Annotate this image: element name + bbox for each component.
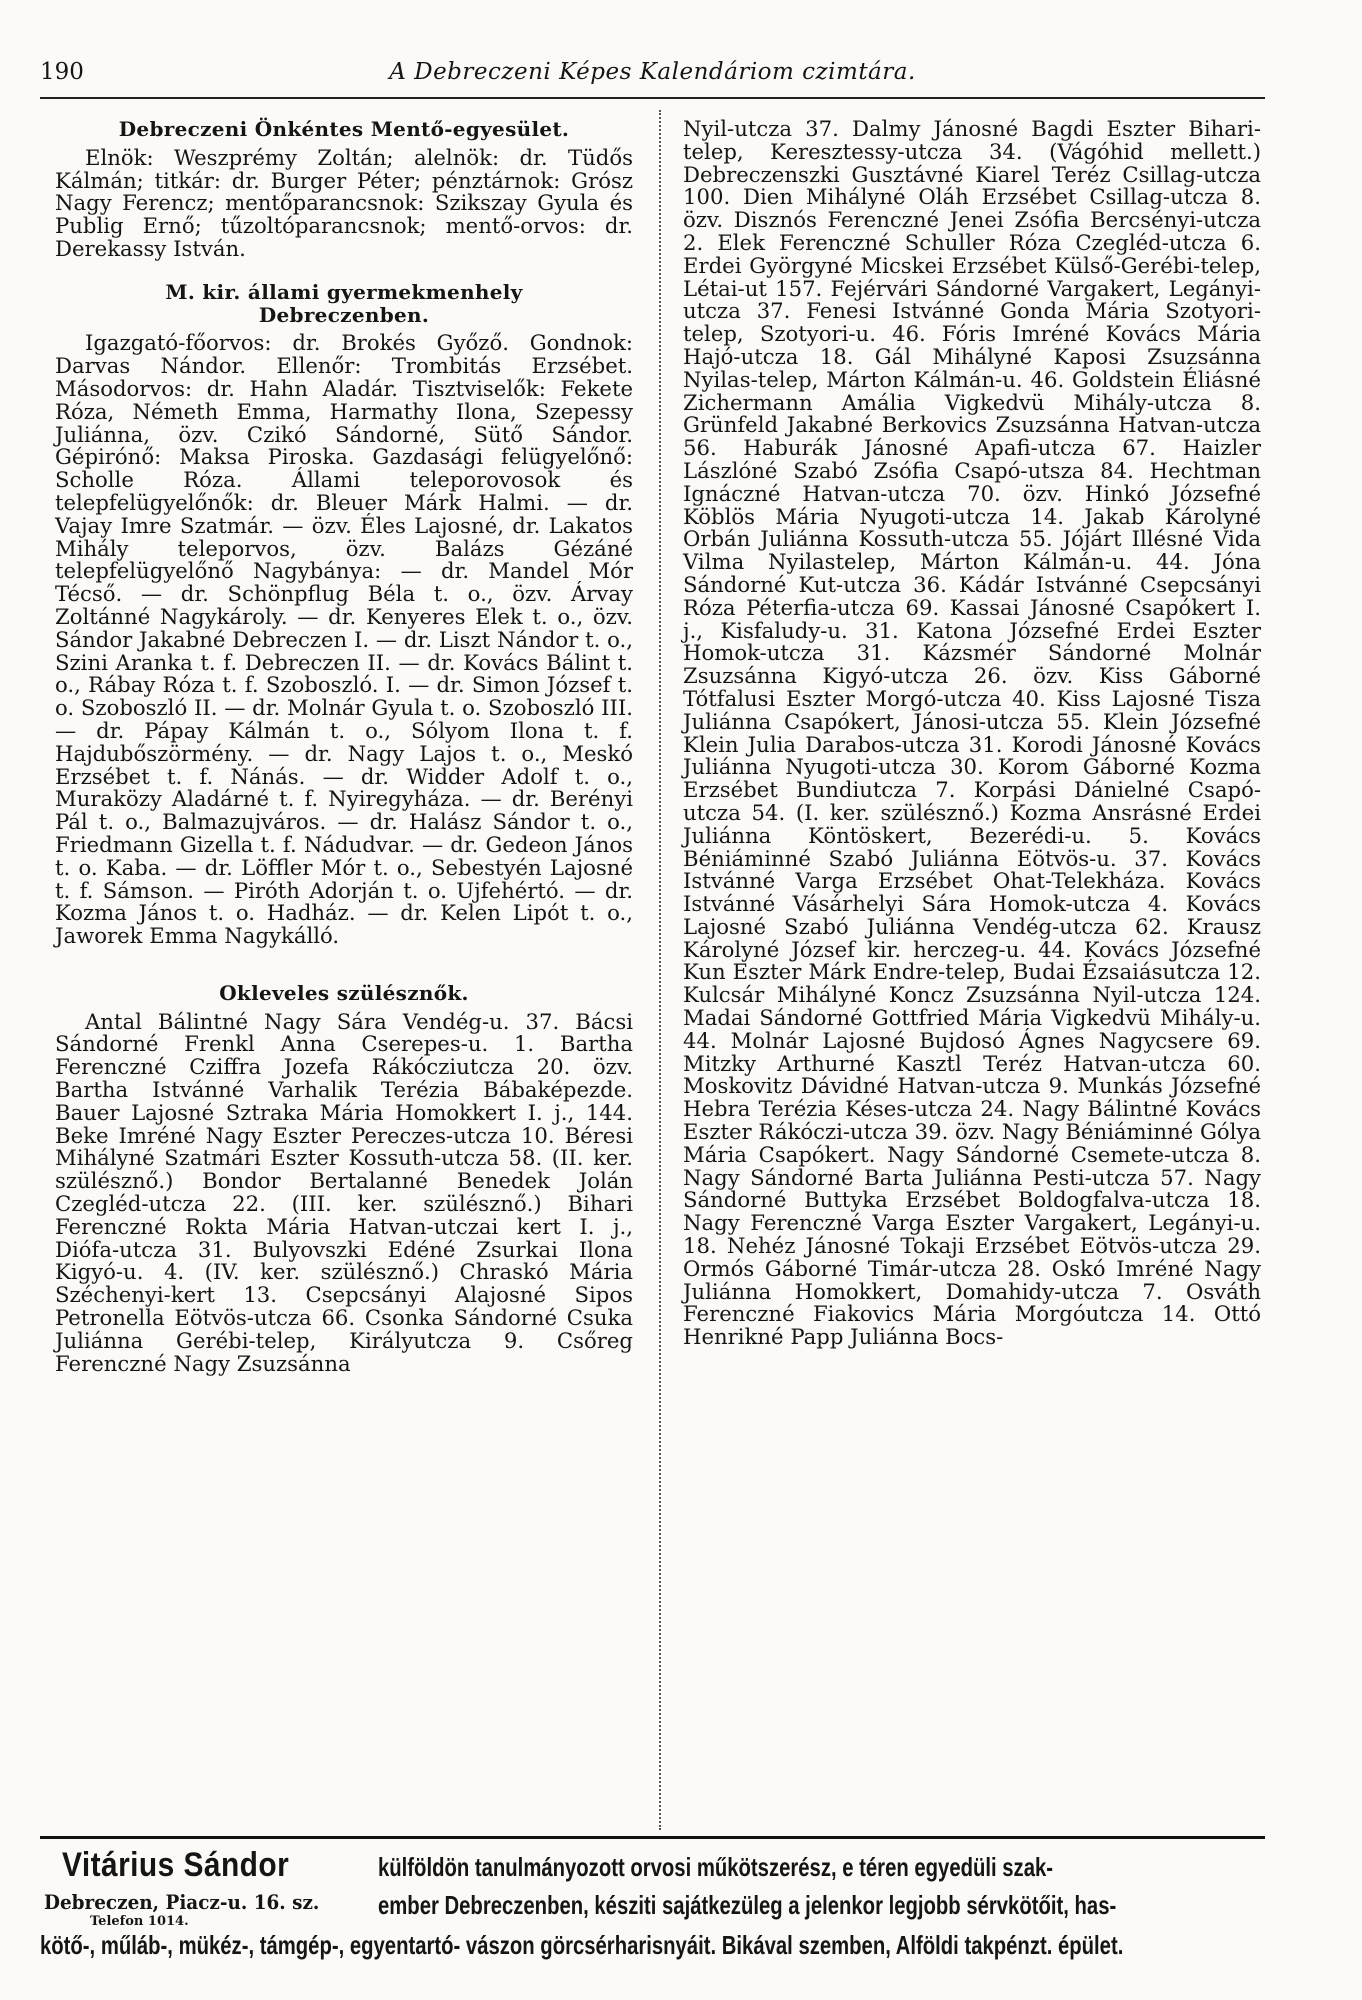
heading-line-2: Debreczenben. xyxy=(258,302,430,327)
section-heading-szulesznok: Okleveles szülésznők. xyxy=(219,980,469,1005)
advertiser-address: Debreczen, Piacz-u. 16. sz. xyxy=(44,1890,320,1914)
advertiser-phone: Telefon 1014. xyxy=(90,1914,189,1929)
section-heading-gyermekmenhely xyxy=(55,281,633,327)
header-rule xyxy=(40,97,1265,99)
advertisement-line-2: ember Debreczenben, késziti sajátkezüleg a jelenkor legjobb sérvkötőit, has- xyxy=(378,1890,1117,1920)
advertisement-line-1: külföldön tanulmányozott orvosi műkötszerész, e téren egyedüli szak- xyxy=(378,1852,1054,1882)
section-text-mento-egyesulet: Elnök: Weszprémy Zoltán; alelnök: dr. Tüdős Kálmán; titkár: dr. Burger Péter; pénztárnok: Grósz Nagy Ferencz; mentőparancsnok: Szikszay Gyula és Publig Ernő; tűzoltóparancsnok; mentő-orvos: dr. Derekassy István. xyxy=(55,144,633,261)
section-text-szulesznok-continued: Nyil-utcza 37. Dalmy Jánosné Bagdi Eszter Bihari-telep, Keresztessy-utcza 34. (Vágóhid mellett.) Debreczenszki Gusztávné Kiarel Teréz Csillag-utcza 100. Dien Mihályné Oláh Erzsébet Csillag-utcza 8. özv. Disznós Ferenczné Jenei Zsófia Bercsényi-utcza 2. Elek Ferenczné Schuller Róza Czegléd-utcza 6. Erdei Györgyné Micskei Erzsébet Külső-Gerébi-telep, Létai-ut 157. Fejérvári Sándorné Vargakert, Legányi-utcza 37. Fenesi Istvánné Gonda Mária Szotyori-telep, Szotyori-u. 46. Fóris Imréné Kovács Mária Hajó-utcza 18. Gál Mihályné Kaposi Zsuzsánna Nyilas-telep, Márton Kálmán-u. 46. Goldstein Éliásné Zichermann Amália Vigkedvü Mihály-utcza 8. Grünfeld Jakabné Berkovics Zsuzsánna Hatvan-utcza 56. Haburák Jánosné Apafi-utcza 67. Haizler Lászlóné Szabó Zsófia Csapó-utsza 84. Hechtman Ignáczné Hatvan-utcza 70. özv. Hinkó Józsefné Köblös Mária Nyugoti-utcza 14. Jakab Károlyné Orbán Juliánna Kossuth-utcza 55. Jójárt Illésné Vida Vilma Nyilastelep, Márton Kálmán-u. 44. Jóna Sándorné Kut-utcza 36. Kádár Istvánné Csepcsányi Róza Péterfia-utcza 69. Kassai Jánosné Csapókert I. j., Kisfaludy-u. 31. Katona Józsefné Erdei Eszter Homok-utcza 31. Kázsmér Sándorné Molnár Zsuzsánna Kigyó-utcza 26. özv. Kiss Gáborné Tótfalusi Eszter Morgó-utcza 40. Kiss Lajosné Tisza Juliánna Csapókert, Jánosi-utcza 55. Klein Józsefné Klein Julia Darabos-utcza 31. Korodi Jánosné Kovács Juliánna Nyugoti-utcza 30. Korom Gáborné Kozma Erzsébet Bundiutcza 7. Korpási Dánielné Csapó-utcza 54. (I. ker. szülésznő.) Kozma Ansrásné Erdei Juliánna Köntöskert, Bezerédi-u. 5. Kovács Béniáminné Szabó Juliánna Eötvös-u. 37. Kovács Istvánné Varga Erzsébet Ohat-Telekháza. Kovács Istvánné Vásárhelyi Sára Homok-utcza 4. Kovács Lajosné Szabó Juliánna Vendég-utcza 62. Krausz Károlyné József kir. herczeg-u. 44. Kovács Józsefné Kun Eszter Márk Endre-telep, Budai Ézsaiásutcza 12. Kulcsár Mihályné Koncz Zsuzsánna Nyil-utcza 124. Madai Sándorné Gottfried Mária Vigkedvü Mihály-u. 44. Molnár Lajosné Bujdosó Ágnes Nagycsere 69. Mitzky Arthurné Kasztl Teréz Hatvan-utcza 60. Moskovitz Dávidné Hatvan-utcza 9. Munkás Józsefné Hebra Terézia Késes-utcza 24. Nagy Bálintné Kovács Eszter Rákóczi-utcza 39. özv. Nagy Béniáminné Gólya Mária Csapókert. Nagy Sándorné Csemete-utcza 8. Nagy Sándorné Barta Juliánna Pesti-utcza 57. Nagy Sándorné Buttyka Erzsébet Boldogfalva-utcza 18. Nagy Ferenczné Varga Eszter Vargakert, Legányi-u. 18. Nehéz Jánosné Tokaji Erzsébet Eötvös-utcza 29. Ormós Gáborné Timár-utcza 28. Oskó Imréné Nagy Juliánna Homokkert, Domahidy-utcza 7. Osváth Ferenczné Fiakovics Mária Morgóutcza 14. Ottó Henrikné Papp Juliánna Bocs- xyxy=(683,116,1261,1350)
page-number: 190 xyxy=(40,59,84,85)
column-divider xyxy=(659,110,661,1830)
advertisement xyxy=(40,1846,1270,1966)
right-column xyxy=(683,118,1261,1349)
advertisement-line-3: kötő-, műláb-, mükéz-, támgép-, egyentartó- vászon görcsérharisnyáit. Bikával szemben, Alföldi takpénzt. épület. xyxy=(40,1930,1124,1960)
section-heading-mento-egyesulet: Debreczeni Önkéntes Mentő-egyesület. xyxy=(118,117,570,141)
advertisement-rule xyxy=(40,1836,1265,1839)
section-text-szulesznok: Antal Bálintné Nagy Sára Vendég-u. 37. Bácsi Sándorné Frenkl Anna Cserepes-u. 1. Bartha Ferenczné Cziffra Jozefa Rákócziutcza 20. özv. Bartha Istvánné Varhalik Terézia Bábaképezde. Bauer Lajosné Sztraka Mária Homokkert I. j., 144. Beke Imréné Nagy Eszter Pereczes-utcza 10. Béresi Mihályné Szatmári Eszter Kossuth-utcza 58. (II. ker. szülésznő.) Bondor Bertalanné Benedek Jolán Czegléd-utcza 22. (III. ker. szülésznő.) Bihari Ferenczné Rokta Mária Hatvan-utczai kert I. j., Diófa-utcza 31. Bulyovszki Edéné Zsurkai Ilona Kigyó-u. 4. (IV. ker. szülésznő.) Chraskó Mária Széchenyi-kert 13. Csepcsányi Alajosné Sipos Petronella Eötvös-utcza 66. Csonka Sándorné Csuka Juliánna Gerébi-telep, Királyutcza 9. Csőreg Ferenczné Nagy Zsuzsánna xyxy=(55,1008,633,1376)
running-title: A Debreczeni Képes Kalendáriom czimtára. xyxy=(389,59,916,85)
advertiser-name: Vitárius Sándor xyxy=(62,1846,290,1884)
page-header xyxy=(40,55,1265,95)
heading-line-1: M. kir. állami gyermekmenhely xyxy=(165,279,523,304)
section-text-gyermekmenhely: Igazgató-főorvos: dr. Brokés Győző. Gondnok: Darvas Nándor. Ellenőr: Trombitás Erzsébet. Másodorvos: dr. Hahn Aladár. Tisztviselők: Fekete Róza, Németh Emma, Harmathy Ilona, Szepessy Juliánna, özv. Czikó Sándorné, Sütő Sándor. Gépirónő: Maksa Piroska. Gazdasági felügyelőnő: Scholle Róza. Állami teleporovosok és telepfelügyelőnők: dr. Bleuer Márk Halmi. — dr. Vajay Imre Szatmár. — özv. Éles Lajosné, dr. Lakatos Mihály teleporvos, özv. Balázs Gézáné telepfelügyelőnő Nagybánya: — dr. Mandel Mór Técső. — dr. Schönpflug Béla t. o., özv. Árvay Zoltánné Nagykároly. — dr. Kenyeres Elek t. o., özv. Sándor Jakabné Debreczen I. — dr. Liszt Nándor t. o., Szini Aranka t. f. Debreczen II. — dr. Kovács Bálint t. o., Rábay Róza t. f. Szoboszló. I. — dr. Simon József t. o. Szoboszló II. — dr. Molnár Gyula t. o. Szoboszló III. — dr. Pápay Kálmán t. o., Sólyom Ilona t. f. Hajdubőszörmény. — dr. Nagy Lajos t. o., Meskó Erzsébet t. f. Nánás. — dr. Widder Adolf t. o., Muraközy Aladárné t. f. Nyiregyháza. — dr. Berényi Pál t. o., Balmazujváros. — dr. Halász Sándor t. o., Friedmann Gizella t. f. Nádudvar. — dr. Gedeon János t. o. Kaba. — dr. Löffler Mór t. o., Sebestyén Lajosné t. f. Sámson. — Piróth Adorján t. o. Ujfehértó. — dr. Kozma János t. o. Hadház. — dr. Kelen Lipót t. o., Jaworek Emma Nagykálló. xyxy=(55,330,633,949)
left-column xyxy=(55,118,633,1375)
